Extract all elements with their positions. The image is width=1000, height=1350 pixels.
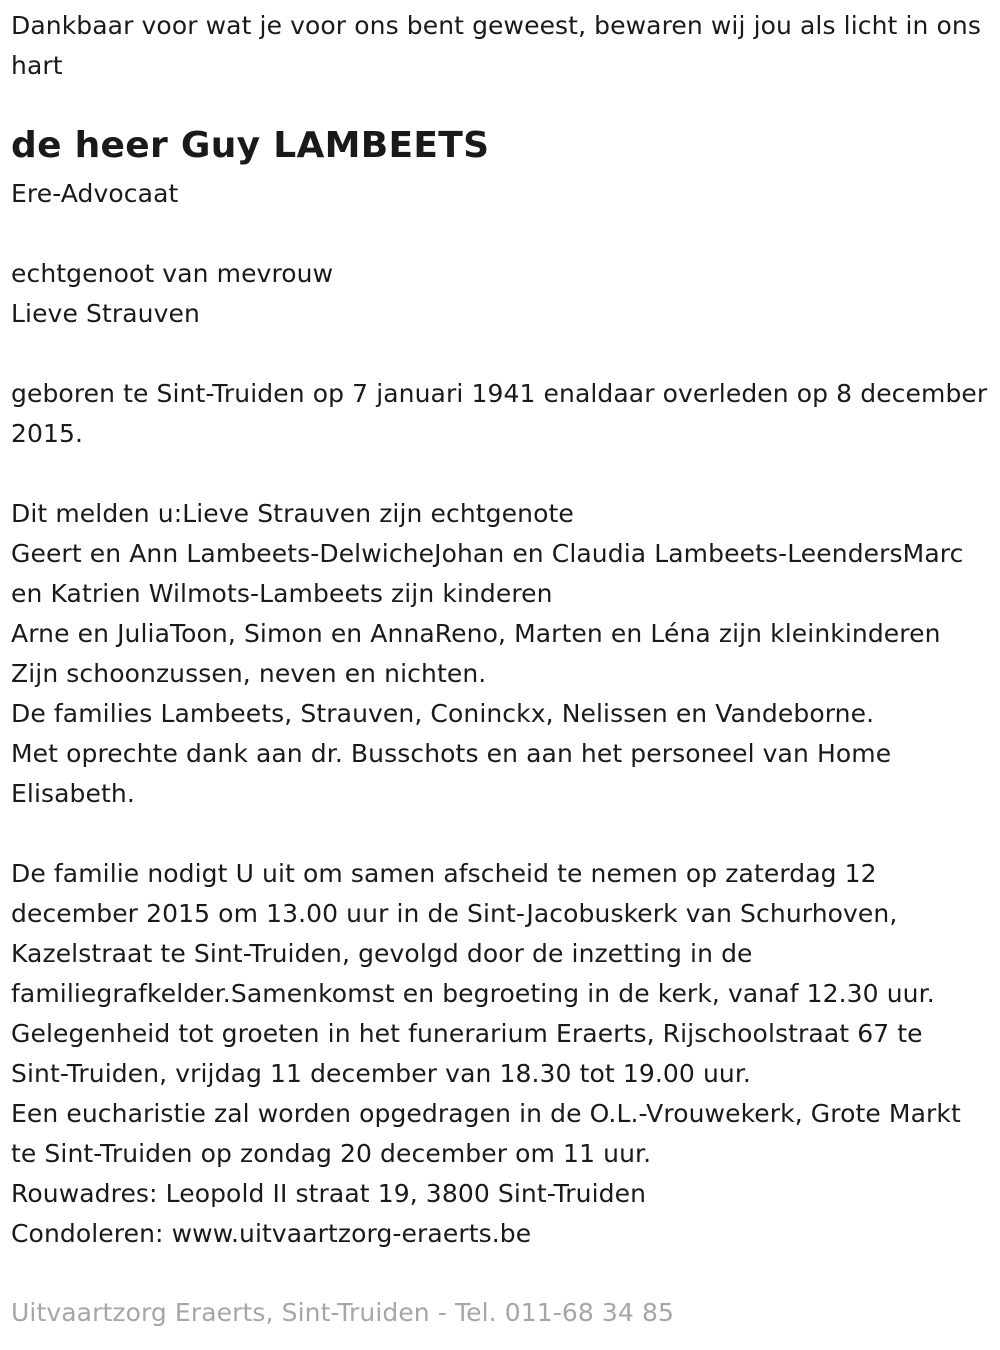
spouse-line-2: Lieve Strauven	[11, 299, 200, 328]
announcement-line: Arne en JuliaToon, Simon en AnnaReno, Marten en Léna zijn kleinkinderen	[11, 619, 941, 648]
spouse-line-1: echtgenoot van mevrouw	[11, 259, 334, 288]
birth-death-text: geboren te Sint-Truiden op 7 januari 1941 enaldaar overleden op 8 december 2015.	[11, 379, 988, 448]
announcement-line: De families Lambeets, Strauven, Coninckx, Nelissen en Vandeborne.	[11, 699, 875, 728]
announcement-line: Zijn schoonzussen, neven en nichten.	[11, 659, 487, 688]
announcement-line: Geert en Ann Lambeets-DelwicheJohan en Claudia Lambeets-LeendersMarc en Katrien Wilmots-Lambeets zijn kinderen	[11, 539, 964, 608]
spacer	[11, 454, 988, 494]
deceased-title: Ere-Advocaat	[11, 179, 179, 208]
ceremony-block	[11, 854, 988, 1254]
announcement-block	[11, 494, 988, 814]
mourning-address: Rouwadres: Leopold II straat 19, 3800 Sint-Truiden	[11, 1179, 647, 1208]
spacer	[11, 334, 988, 374]
spacer	[11, 214, 988, 254]
ceremony-line: De familie nodigt U uit om samen afscheid te nemen op zaterdag 12 december 2015 om 13.00 uur in de Sint-Jacobuskerk van Schurhoven, Kazelstraat te Sint-Truiden, gevolgd door de inzetting in de familiegrafkelder.Samenkomst en begroeting in de kerk, vanaf 12.30 uur.	[11, 859, 935, 1008]
deceased-name: de heer Guy LAMBEETS	[11, 125, 490, 166]
announcement-line: Dit melden u:Lieve Strauven zijn echtgenote	[11, 499, 574, 528]
funeral-home-footer: Uitvaartzorg Eraerts, Sint-Truiden - Tel. 011-68 34 85	[11, 1298, 674, 1327]
announcement-line: Met oprechte dank aan dr. Busschots en aan het personeel van Home Elisabeth.	[11, 739, 892, 808]
ceremony-line: Een eucharistie zal worden opgedragen in de O.L.-Vrouwekerk, Grote Markt te Sint-Truiden op zondag 20 december om 11 uur.	[11, 1099, 961, 1168]
spacer	[11, 814, 988, 854]
condolence-link[interactable]: Condoleren: www.uitvaartzorg-eraerts.be	[11, 1219, 532, 1248]
ceremony-line: Gelegenheid tot groeten in het funerarium Eraerts, Rijschoolstraat 67 te Sint-Truiden, vrijdag 11 december van 18.30 tot 19.00 uur.	[11, 1019, 923, 1088]
intro-text: Dankbaar voor wat je voor ons bent geweest, bewaren wij jou als licht in ons hart	[11, 11, 981, 80]
spouse-block	[11, 254, 988, 334]
